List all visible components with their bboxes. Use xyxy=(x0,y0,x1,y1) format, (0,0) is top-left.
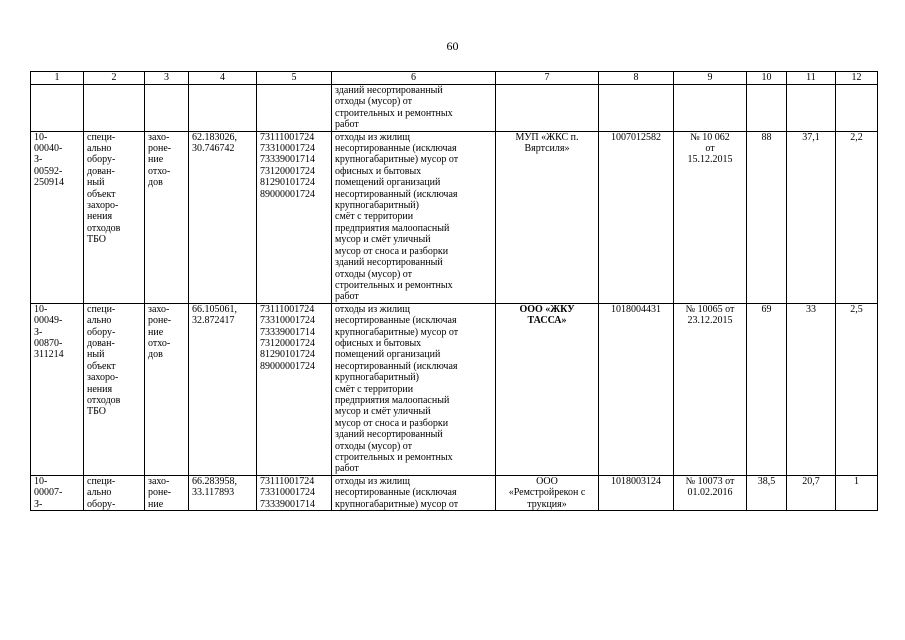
operator: ООО «Ремстройрекон с трукция» xyxy=(496,475,599,510)
operator: ООО «ЖКУ ТАССА» xyxy=(496,303,599,475)
col-header-9: 9 xyxy=(674,72,747,85)
waste-codes: 73111001724 73310001724 73339001714 73120001724 81290101724 89000001724 xyxy=(257,131,332,303)
coordinates: 62.183026, 30.746742 xyxy=(189,131,257,303)
col12-value: 2,2 xyxy=(836,131,878,303)
col-header-11: 11 xyxy=(787,72,836,85)
col10-value: 38,5 xyxy=(747,475,787,510)
col-header-3: 3 xyxy=(145,72,189,85)
coordinates: 66.283958, 33.117893 xyxy=(189,475,257,510)
col-header-4: 4 xyxy=(189,72,257,85)
waste-description: отходы из жилищ несортированные (исключая крупногабаритные) мусор от офисных и бытовых помещений организаций несортированный (исключая крупногабаритный) смёт с территории предприятия малоопасный мусор и смёт уличный мусор от сноса и разборки зданий несортированный отходы (мусор) от строительных и ремонтных работ xyxy=(332,131,496,303)
object-type: специ- ально обору- дован- ный объект захоро- нения отходов ТБО xyxy=(84,303,145,475)
object-type: специ- ально обору- xyxy=(84,475,145,510)
operator: МУП «ЖКС п. Вяртсиля» xyxy=(496,131,599,303)
header-row xyxy=(31,72,878,85)
object-purpose: захо- роне- ние отхо- дов xyxy=(145,131,189,303)
col-header-5: 5 xyxy=(257,72,332,85)
col12-value: 2,5 xyxy=(836,303,878,475)
col11-value: 37,1 xyxy=(787,131,836,303)
col-header-7: 7 xyxy=(496,72,599,85)
inn: 1007012582 xyxy=(599,131,674,303)
col11-value: 20,7 xyxy=(787,475,836,510)
table-row xyxy=(31,303,878,475)
waste-description: отходы из жилищ несортированные (исключая крупногабаритные) мусор от офисных и бытовых помещений организаций несортированный (исключая крупногабаритный) смёт с территории предприятия малоопасный мусор и смёт уличный мусор от сноса и разборки зданий несортированный отходы (мусор) от строительных и ремонтных работ xyxy=(332,303,496,475)
object-type: специ- ально обору- дован- ный объект захоро- нения отходов ТБО xyxy=(84,131,145,303)
col10-value: 69 xyxy=(747,303,787,475)
coordinates: 66.105061, 32.872417 xyxy=(189,303,257,475)
table-row xyxy=(31,475,878,510)
table-row xyxy=(31,131,878,303)
col-header-10: 10 xyxy=(747,72,787,85)
waste-description: отходы из жилищ несортированные (исключая крупногабаритные) мусор от xyxy=(332,475,496,510)
waste-codes: 73111001724 73310001724 73339001714 73120001724 81290101724 89000001724 xyxy=(257,303,332,475)
object-purpose: захо- роне- ние xyxy=(145,475,189,510)
table-row-continued xyxy=(31,85,878,132)
col10-value: 88 xyxy=(747,131,787,303)
waste-description: зданий несортированный отходы (мусор) от строительных и ремонтных работ xyxy=(332,85,496,132)
col-header-1: 1 xyxy=(31,72,84,85)
object-purpose: захо- роне- ние отхо- дов xyxy=(145,303,189,475)
object-id: 10- 00040- З- 00592- 250914 xyxy=(31,131,84,303)
col12-value: 1 xyxy=(836,475,878,510)
col-header-2: 2 xyxy=(84,72,145,85)
registry-table xyxy=(30,71,878,511)
col-header-12: 12 xyxy=(836,72,878,85)
inn: 1018003124 xyxy=(599,475,674,510)
license: № 10073 от 01.02.2016 xyxy=(674,475,747,510)
object-id: 10- 00007- З- xyxy=(31,475,84,510)
col-header-6: 6 xyxy=(332,72,496,85)
col-header-8: 8 xyxy=(599,72,674,85)
license: № 10065 от 23.12.2015 xyxy=(674,303,747,475)
col11-value: 33 xyxy=(787,303,836,475)
page-number: 60 xyxy=(446,39,459,53)
waste-codes: 73111001724 73310001724 73339001714 xyxy=(257,475,332,510)
inn: 1018004431 xyxy=(599,303,674,475)
object-id: 10- 00049- З- 00870- 311214 xyxy=(31,303,84,475)
license: № 10 062 от 15.12.2015 xyxy=(674,131,747,303)
